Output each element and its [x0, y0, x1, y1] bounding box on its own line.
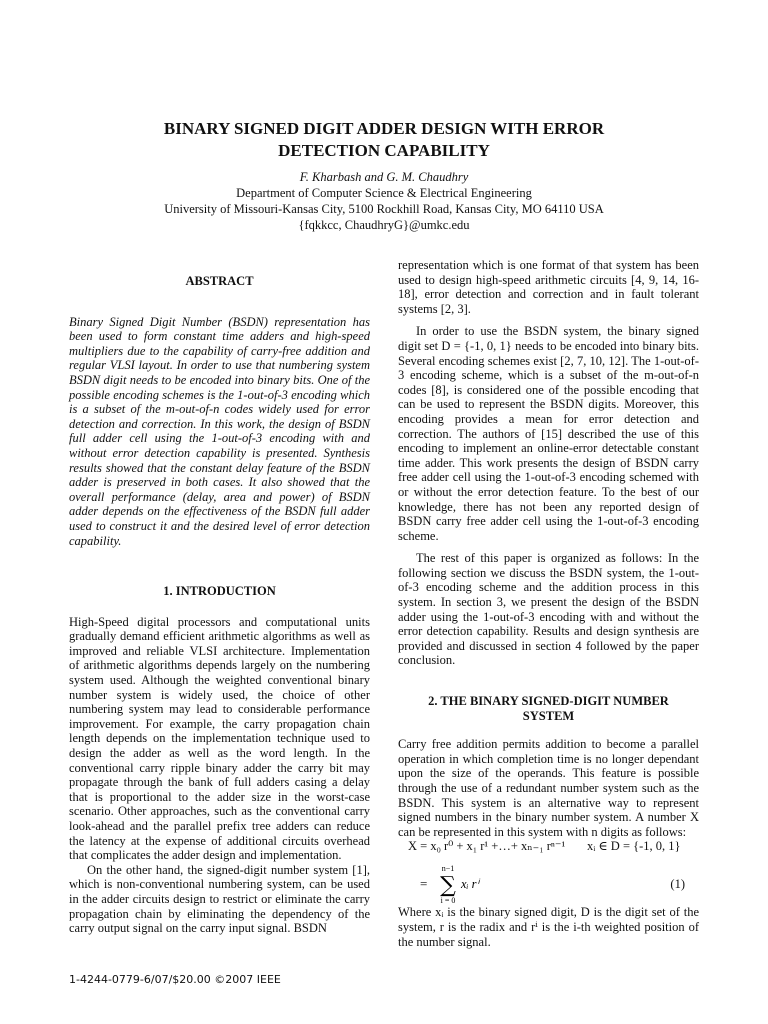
sum-term: xᵢ rⁱ	[461, 877, 479, 892]
section-2-heading-line-1: 2. THE BINARY SIGNED-DIGIT NUMBER	[428, 694, 669, 709]
intro-paragraph-2: On the other hand, the signed-digit number system [1], which is non-conventional numbering system, can be used in the adder circuits design to restrict or eliminate the carry propagation chain by eliminating the dependency of the carry output signal on the carry input signal. BSDN	[69, 862, 370, 936]
title-line-1: BINARY SIGNED DIGIT ADDER DESIGN WITH ERROR	[163, 119, 605, 138]
author-names: F. Kharbash and G. M. Chaudhry	[299, 170, 469, 184]
emails: {fqkkcc, ChaudhryG}@umkc.edu	[298, 218, 470, 232]
equals-sign: =	[420, 876, 428, 892]
section-2-paragraph-2: Where xᵢ is the binary signed digit, D is the digit set of the system, r is the radix and rⁱ is the i-th weighted position of the number signal.	[398, 905, 699, 949]
equation-digit-set: xᵢ ∈ D = {-1, 0, 1}	[587, 839, 681, 854]
copyright-footer: 1-4244-0779-6/07/$20.00 ©2007 IEEE	[69, 973, 281, 986]
introduction-heading: 1. INTRODUCTION	[163, 584, 276, 599]
equation-expansion	[398, 839, 699, 857]
abstract-body: Binary Signed Digit Number (BSDN) representation has been used to form constant time adders and high-speed multipliers due to the capability of carry-free addition and regular VLSI layout. In order to use that numbering system BSDN digit needs to be encoded into binary bits. One of the possible encoding schemes is the 1-out-of-3 encoding which is a subset of the m-out-of-n codes widely used for error detection and correction. In this work, the design of BSDN full adder cell using the 1-out-of-3 encoding with and without error detection capability is presented. Synthesis results showed that the constant delay feature of the BSDN adder is preserved in both cases. It also showed that the overall performance (delay, area and power) of BSDN adder depends on the effectiveness of the BSDN full adder used to construct it and the desired level of error detection capability.	[69, 314, 370, 548]
right-column	[398, 258, 699, 949]
left-column	[69, 260, 370, 936]
section-2-paragraph-1: Carry free addition permits addition to become a parallel operation in which completion time is no longer dependant upon the size of the operands. This feature is possible through the use of a redundant number system such as the BSDN. This system is an alternative way to represent signed numbers in the binary number system. A number X can be represented in this system with n digits as follows:	[398, 737, 699, 839]
section-2-heading	[398, 694, 699, 723]
intro-paragraph-2-continued: representation which is one format of that system has been used to design high-speed arithmetic circuits [4, 9, 14, 16-18], error detection and correction and in fault tolerant systems [2, 3].	[398, 258, 699, 316]
title-line-2: DETECTION CAPABILITY	[278, 141, 490, 160]
equation-summation	[398, 863, 699, 905]
abstract-heading: ABSTRACT	[185, 274, 254, 288]
sigma-icon: ∑	[440, 873, 456, 899]
intro-paragraph-1: High-Speed digital processors and computational units gradually demand efficient arithmetic algorithms as well as improved and reliable VLSI architecture. Implementation of arithmetic algorithms depends largely on the numbering system used. Although the weighted conventional binary number system is widely used, the choice of other numbering system may lead to considerable performance improvement. For example, the carry propagation chain length depends on the implementation technique used to design the adder as well as the word length. In the conventional carry ripple binary adder the carry bit may propagate through the bank of full adders casing a delay that is proportional to the adder size in the worst-case scenario. Other approaches, such as the conventional carry look-ahead and the parallel prefix tree adders can reduce the latency at the expense of additional circuits overhead that complicates the adder design and implementation.	[69, 614, 370, 863]
intro-paragraph-3: In order to use the BSDN system, the binary signed digit set D = {-1, 0, 1} needs to be encoded into binary bits. Several encoding schemes exist [2, 7, 10, 12]. The 1-out-of-3 encoding scheme, which is a subset of the m-out-of-n codes [8], is considered one of the possible encoding that can be used to represent the BSDN digits. Moreover, this encoding provides a mean for error detection and correction. The authors of [15] described the use of this encoding to implement an online-error detectable constant time adder. This work presents the design of BSDN carry free adder cell using the 1-out-of-3 encoding schemed with or without the error detection feature. To the best of our knowledge, there has not been any reported design of BSDN carry free adder cell using the 1-out-of-3 encoding scheme.	[398, 324, 699, 543]
equation-expansion-lhs: X = x₀ r⁰ + x₁ r¹ +…+ xₙ₋₁ rⁿ⁻¹	[408, 839, 566, 854]
author-block	[90, 169, 678, 233]
equation-number: (1)	[670, 877, 685, 892]
sum-upper-limit: n−1	[441, 865, 455, 874]
paper-title	[90, 118, 678, 162]
section-2-heading-line-2: SYSTEM	[522, 708, 575, 723]
sum-lower-limit: i = 0	[440, 896, 456, 906]
address: University of Missouri-Kansas City, 5100 Rockhill Road, Kansas City, MO 64110 USA	[164, 202, 604, 216]
summation-formula	[420, 865, 500, 905]
intro-paragraph-4: The rest of this paper is organized as follows: In the following section we discuss the BSDN system, the 1-out-of-3 encoding scheme and the addition process in this system. In section 3, we present the design of the BSDN adder using the 1-out-of-3 encoding with and without the error detection capability. Results and design synthesis are provided and discussed in section 4 followed by the paper conclusion.	[398, 551, 699, 668]
department: Department of Computer Science & Electrical Engineering	[236, 186, 532, 200]
